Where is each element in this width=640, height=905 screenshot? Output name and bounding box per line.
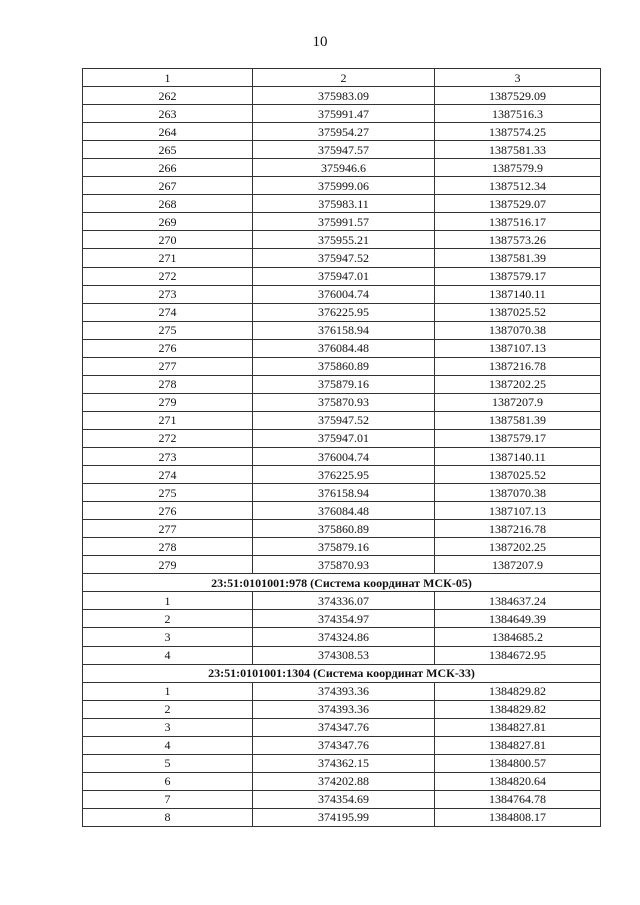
x-coordinate-cell: 375947.01 (253, 429, 435, 447)
y-coordinate-cell: 1387216.78 (435, 520, 601, 538)
y-coordinate-cell: 1387579.17 (435, 267, 601, 285)
y-coordinate-cell: 1387581.33 (435, 141, 601, 159)
x-coordinate-cell: 375947.52 (253, 411, 435, 429)
point-number-cell: 271 (83, 411, 253, 429)
table-header-row (83, 69, 601, 87)
point-number-cell: 5 (83, 754, 253, 772)
x-coordinate-cell: 374347.76 (253, 718, 435, 736)
point-number-cell: 1 (83, 592, 253, 610)
y-coordinate-cell: 1387025.52 (435, 303, 601, 321)
point-number-cell: 276 (83, 339, 253, 357)
x-coordinate-cell: 374362.15 (253, 754, 435, 772)
table-row (83, 754, 601, 772)
x-coordinate-cell: 375870.93 (253, 556, 435, 574)
table-row (83, 231, 601, 249)
y-coordinate-cell: 1384649.39 (435, 610, 601, 628)
table-row (83, 375, 601, 393)
y-coordinate-cell: 1384808.17 (435, 808, 601, 826)
point-number-cell: 1 (83, 682, 253, 700)
point-number-cell: 274 (83, 466, 253, 484)
y-coordinate-cell: 1384672.95 (435, 646, 601, 664)
table-row (83, 772, 601, 790)
x-coordinate-cell: 375954.27 (253, 123, 435, 141)
point-number-cell: 279 (83, 556, 253, 574)
table-row (83, 303, 601, 321)
x-coordinate-cell: 376004.74 (253, 447, 435, 465)
table-row (83, 556, 601, 574)
y-coordinate-cell: 1387579.9 (435, 159, 601, 177)
x-coordinate-cell: 375999.06 (253, 177, 435, 195)
y-coordinate-cell: 1387107.13 (435, 339, 601, 357)
point-number-cell: 6 (83, 772, 253, 790)
x-coordinate-cell: 374336.07 (253, 592, 435, 610)
y-coordinate-cell: 1387574.25 (435, 123, 601, 141)
y-coordinate-cell: 1387202.25 (435, 375, 601, 393)
point-number-cell: 271 (83, 249, 253, 267)
x-coordinate-cell: 374324.86 (253, 628, 435, 646)
y-coordinate-cell: 1387025.52 (435, 466, 601, 484)
point-number-cell: 7 (83, 790, 253, 808)
y-coordinate-cell: 1387529.07 (435, 195, 601, 213)
table-row (83, 411, 601, 429)
y-coordinate-cell: 1387516.3 (435, 105, 601, 123)
y-coordinate-cell: 1387581.39 (435, 249, 601, 267)
table-row (83, 429, 601, 447)
y-coordinate-cell: 1384827.81 (435, 718, 601, 736)
point-number-cell: 279 (83, 393, 253, 411)
point-number-cell: 3 (83, 718, 253, 736)
table-row (83, 87, 601, 105)
point-number-cell: 274 (83, 303, 253, 321)
table-row (83, 177, 601, 195)
y-coordinate-cell: 1387202.25 (435, 538, 601, 556)
x-coordinate-cell: 376158.94 (253, 484, 435, 502)
table-row (83, 447, 601, 465)
x-coordinate-cell: 376225.95 (253, 303, 435, 321)
x-coordinate-cell: 374354.97 (253, 610, 435, 628)
y-coordinate-cell: 1384800.57 (435, 754, 601, 772)
point-number-cell: 2 (83, 700, 253, 718)
y-coordinate-cell: 1384829.82 (435, 700, 601, 718)
header-cell-point: 1 (83, 69, 253, 87)
y-coordinate-cell: 1387581.39 (435, 411, 601, 429)
y-coordinate-cell: 1384637.24 (435, 592, 601, 610)
point-number-cell: 267 (83, 177, 253, 195)
x-coordinate-cell: 375860.89 (253, 357, 435, 375)
point-number-cell: 278 (83, 538, 253, 556)
x-coordinate-cell: 374347.76 (253, 736, 435, 754)
point-number-cell: 275 (83, 484, 253, 502)
x-coordinate-cell: 376084.48 (253, 502, 435, 520)
table-row (83, 736, 601, 754)
table-row (83, 213, 601, 231)
point-number-cell: 268 (83, 195, 253, 213)
table-row (83, 682, 601, 700)
table-row (83, 141, 601, 159)
table-row (83, 123, 601, 141)
x-coordinate-cell: 375947.52 (253, 249, 435, 267)
table-row (83, 484, 601, 502)
y-coordinate-cell: 1387140.11 (435, 447, 601, 465)
y-coordinate-cell: 1387140.11 (435, 285, 601, 303)
x-coordinate-cell: 375860.89 (253, 520, 435, 538)
x-coordinate-cell: 375946.6 (253, 159, 435, 177)
x-coordinate-cell: 375947.57 (253, 141, 435, 159)
y-coordinate-cell: 1387207.9 (435, 556, 601, 574)
x-coordinate-cell: 375879.16 (253, 375, 435, 393)
x-coordinate-cell: 376158.94 (253, 321, 435, 339)
y-coordinate-cell: 1387070.38 (435, 321, 601, 339)
x-coordinate-cell: 375879.16 (253, 538, 435, 556)
y-coordinate-cell: 1387573.26 (435, 231, 601, 249)
section-header-row (83, 574, 601, 592)
header-cell-x: 2 (253, 69, 435, 87)
table-row (83, 610, 601, 628)
table-row (83, 592, 601, 610)
point-number-cell: 276 (83, 502, 253, 520)
x-coordinate-cell: 375870.93 (253, 393, 435, 411)
coordinates-table (82, 68, 601, 827)
point-number-cell: 272 (83, 267, 253, 285)
y-coordinate-cell: 1384820.64 (435, 772, 601, 790)
coordinates-table-body (83, 69, 601, 827)
x-coordinate-cell: 374308.53 (253, 646, 435, 664)
table-row (83, 538, 601, 556)
y-coordinate-cell: 1387216.78 (435, 357, 601, 375)
point-number-cell: 8 (83, 808, 253, 826)
point-number-cell: 277 (83, 357, 253, 375)
y-coordinate-cell: 1384685.2 (435, 628, 601, 646)
x-coordinate-cell: 375983.09 (253, 87, 435, 105)
table-row (83, 267, 601, 285)
table-row (83, 646, 601, 664)
x-coordinate-cell: 376225.95 (253, 466, 435, 484)
point-number-cell: 264 (83, 123, 253, 141)
x-coordinate-cell: 374354.69 (253, 790, 435, 808)
table-row (83, 790, 601, 808)
x-coordinate-cell: 375991.47 (253, 105, 435, 123)
y-coordinate-cell: 1387512.34 (435, 177, 601, 195)
point-number-cell: 277 (83, 520, 253, 538)
point-number-cell: 265 (83, 141, 253, 159)
y-coordinate-cell: 1384764.78 (435, 790, 601, 808)
section-title: 23:51:0101001:978 (Система координат МСК-05) (83, 574, 601, 592)
section-header-row (83, 664, 601, 682)
table-row (83, 502, 601, 520)
x-coordinate-cell: 374393.36 (253, 682, 435, 700)
point-number-cell: 2 (83, 610, 253, 628)
table-row (83, 159, 601, 177)
point-number-cell: 269 (83, 213, 253, 231)
table-row (83, 520, 601, 538)
point-number-cell: 3 (83, 628, 253, 646)
y-coordinate-cell: 1387516.17 (435, 213, 601, 231)
table-row (83, 718, 601, 736)
table-row (83, 285, 601, 303)
y-coordinate-cell: 1387529.09 (435, 87, 601, 105)
y-coordinate-cell: 1387070.38 (435, 484, 601, 502)
x-coordinate-cell: 374393.36 (253, 700, 435, 718)
y-coordinate-cell: 1387579.17 (435, 429, 601, 447)
point-number-cell: 273 (83, 447, 253, 465)
table-row (83, 321, 601, 339)
x-coordinate-cell: 375955.21 (253, 231, 435, 249)
point-number-cell: 270 (83, 231, 253, 249)
x-coordinate-cell: 374202.88 (253, 772, 435, 790)
table-row (83, 249, 601, 267)
point-number-cell: 275 (83, 321, 253, 339)
header-cell-y: 3 (435, 69, 601, 87)
x-coordinate-cell: 374195.99 (253, 808, 435, 826)
point-number-cell: 272 (83, 429, 253, 447)
point-number-cell: 4 (83, 736, 253, 754)
y-coordinate-cell: 1384827.81 (435, 736, 601, 754)
x-coordinate-cell: 375991.57 (253, 213, 435, 231)
point-number-cell: 4 (83, 646, 253, 664)
x-coordinate-cell: 376004.74 (253, 285, 435, 303)
point-number-cell: 278 (83, 375, 253, 393)
table-row (83, 808, 601, 826)
table-row (83, 195, 601, 213)
table-row (83, 700, 601, 718)
page-number: 10 (312, 34, 328, 50)
x-coordinate-cell: 375983.11 (253, 195, 435, 213)
y-coordinate-cell: 1387107.13 (435, 502, 601, 520)
table-row (83, 357, 601, 375)
y-coordinate-cell: 1387207.9 (435, 393, 601, 411)
point-number-cell: 266 (83, 159, 253, 177)
x-coordinate-cell: 375947.01 (253, 267, 435, 285)
table-row (83, 105, 601, 123)
point-number-cell: 263 (83, 105, 253, 123)
point-number-cell: 273 (83, 285, 253, 303)
table-row (83, 628, 601, 646)
table-row (83, 466, 601, 484)
x-coordinate-cell: 376084.48 (253, 339, 435, 357)
section-title: 23:51:0101001:1304 (Система координат МСК-33) (83, 664, 601, 682)
point-number-cell: 262 (83, 87, 253, 105)
y-coordinate-cell: 1384829.82 (435, 682, 601, 700)
table-row (83, 393, 601, 411)
table-row (83, 339, 601, 357)
